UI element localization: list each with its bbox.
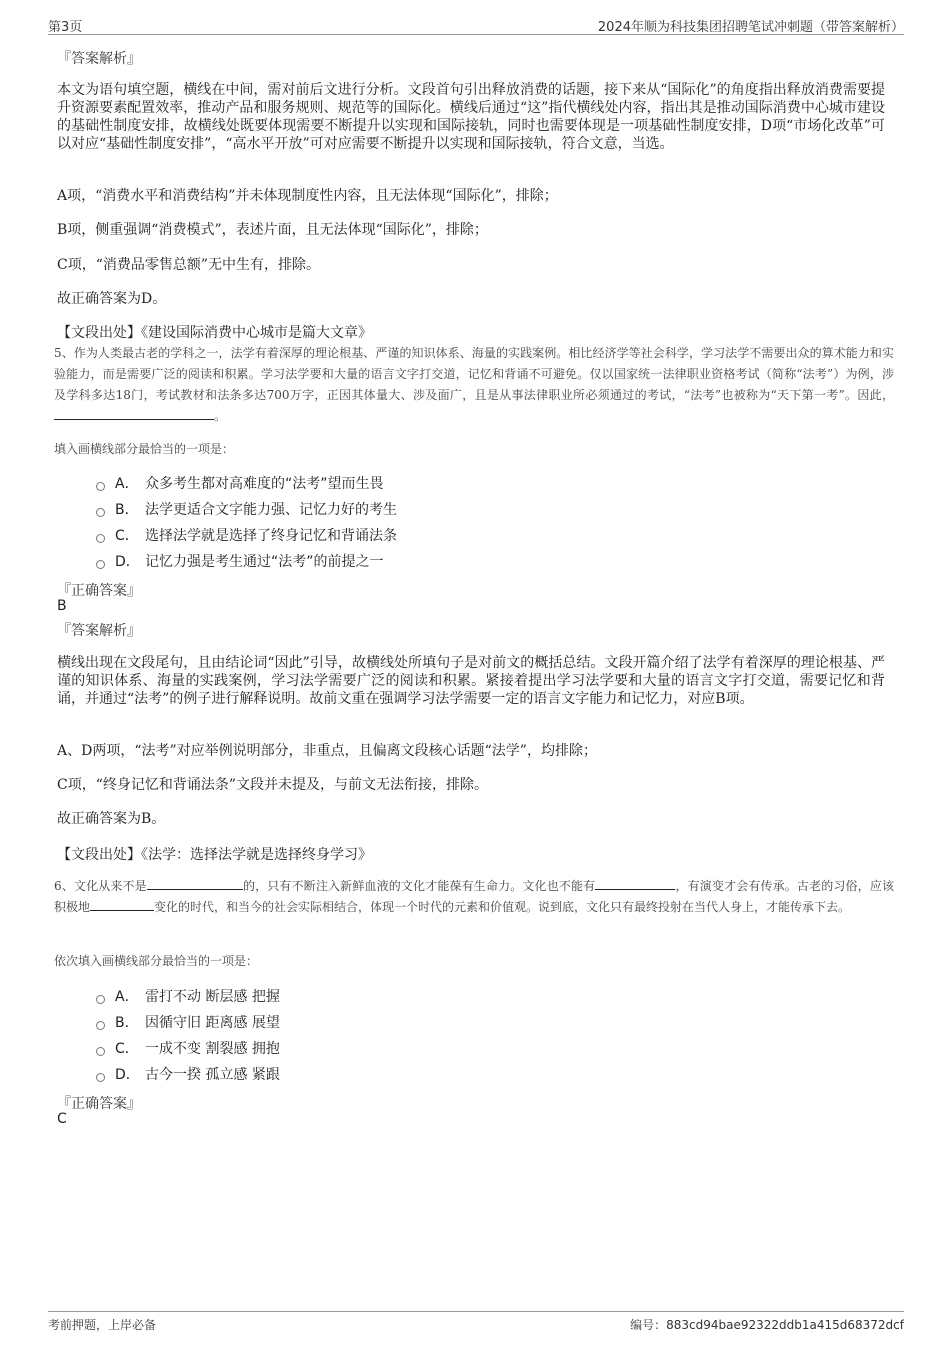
q5-option-a[interactable] bbox=[96, 472, 384, 494]
radio-button-icon[interactable] bbox=[96, 1021, 105, 1030]
document-title: 2024年顺为科技集团招聘笔试冲刺题（带答案解析） bbox=[597, 20, 904, 35]
radio-button-icon[interactable] bbox=[96, 482, 105, 491]
q5-conclusion: 故正确答案为B。 bbox=[57, 811, 166, 827]
q6-prompt: 依次填入画横线部分最恰当的一项是： bbox=[54, 954, 259, 968]
option-text: 法学更适合文字能力强、记忆力好的考生 bbox=[145, 502, 397, 518]
q6-option-b[interactable] bbox=[96, 1011, 280, 1033]
q5-analysis-ad: A、D两项，“法考”对应举例说明部分，非重点，且偏离文段核心话题“法学”，均排除； bbox=[57, 743, 597, 759]
q5-analysis-c: C项，“终身记忆和背诵法条”文段并未提及，与前文无法衔接，排除。 bbox=[57, 777, 489, 793]
q5-stem-text: 5、作为人类最古老的学科之一，法学有着深厚的理论根基、严谨的知识体系、海量的实践案例。相比经济学等社会科学，学习法学不需要出众的算术能力和实验能力，而是需要广泛的阅读和积累。学习法学要和大量的语言文字打交道，记忆和背诵不可避免。仅以国家统一法律职业资格考试（简称“法考”）为例，涉及学科多达18门，考试教材和法条多达700万字，正因其体量大、涉及面广，且是从事法律职业所必须通过的考试，“法考”也被称为“天下第一考”。因此， bbox=[54, 346, 894, 402]
q4-conclusion: 故正确答案为D。 bbox=[57, 291, 167, 307]
q4-analysis-label: 『答案解析』 bbox=[57, 51, 141, 67]
option-letter: D． bbox=[115, 1067, 140, 1083]
option-letter: B． bbox=[115, 502, 139, 518]
option-text: 因循守旧 距离感 展望 bbox=[145, 1015, 280, 1031]
radio-button-icon[interactable] bbox=[96, 534, 105, 543]
page-footer bbox=[48, 1311, 904, 1336]
q6-answer: C bbox=[57, 1111, 67, 1127]
q5-analysis-label: 『答案解析』 bbox=[57, 623, 141, 639]
q6-stem bbox=[54, 876, 894, 918]
option-text: 一成不变 割裂感 拥抱 bbox=[145, 1041, 280, 1057]
q4-analysis-a: A项，“消费水平和消费结构”并未体现制度性内容，且无法体现“国际化”，排除； bbox=[57, 188, 558, 204]
option-text: 雷打不动 断层感 把握 bbox=[145, 989, 280, 1005]
option-letter: A． bbox=[115, 989, 139, 1005]
q6-option-c[interactable] bbox=[96, 1037, 280, 1059]
answer-blank bbox=[90, 898, 154, 911]
q6-stem-part: 的，只有不断注入新鲜血液的文化才能葆有生命力。文化也不能有 bbox=[242, 879, 596, 893]
radio-button-icon[interactable] bbox=[96, 560, 105, 569]
footer-serial: 编号：883cd94bae92322ddb1a415d68372dcf bbox=[630, 1318, 904, 1332]
option-letter: A． bbox=[115, 476, 139, 492]
answer-blank bbox=[54, 407, 214, 420]
option-text: 选择法学就是选择了终身记忆和背诵法条 bbox=[145, 528, 397, 544]
option-letter: D． bbox=[115, 554, 140, 570]
option-text: 众多考生都对高难度的“法考”望而生畏 bbox=[145, 476, 384, 492]
q6-stem-part: 6、文化从来不是 bbox=[54, 879, 147, 893]
q6-stem-part: ，有演变才会有传承。古老的习俗，应该积极地 bbox=[54, 879, 894, 914]
q5-stem bbox=[54, 343, 894, 427]
q6-option-a[interactable] bbox=[96, 985, 280, 1007]
option-text: 古今一揆 孤立感 紧跟 bbox=[145, 1067, 280, 1083]
answer-blank bbox=[147, 877, 243, 890]
radio-button-icon[interactable] bbox=[96, 1047, 105, 1056]
q5-stem-end: 。 bbox=[214, 409, 227, 423]
q6-option-d[interactable] bbox=[96, 1063, 280, 1085]
q5-option-c[interactable] bbox=[96, 524, 397, 546]
q5-answer-label: 『正确答案』 bbox=[57, 583, 141, 599]
q4-analysis-b: B项，侧重强调“消费模式”，表述片面，且无法体现“国际化”，排除； bbox=[57, 222, 488, 238]
option-letter: B． bbox=[115, 1015, 139, 1031]
q5-source: 【文段出处】《法学：选择法学就是选择终身学习》 bbox=[57, 847, 372, 863]
answer-blank bbox=[595, 877, 675, 890]
radio-button-icon[interactable] bbox=[96, 1073, 105, 1082]
option-letter: C． bbox=[115, 1041, 139, 1057]
option-text: 记忆力强是考生通过“法考”的前提之一 bbox=[145, 554, 384, 570]
q5-answer: B bbox=[57, 598, 67, 614]
q4-analysis-text: 本文为语句填空题，横线在中间，需对前后文进行分析。文段首句引出释放消费的话题，接下来从“国际化”的角度指出释放消费需要提升资源要素配置效率，推动产品和服务规则、规范等的国际化。横线后通过“这”指代横线处内容，指出其是推动国际消费中心城市建设的基础性制度安排，故横线处既要体现需要不断提升以实现和国际接轨，同时也需要体现是一项基础性制度安排，D项“市场化改革”可以对应“基础性制度安排”，“高水平开放”可对应需要不断提升以实现和国际接轨，符合文意，当选。 bbox=[57, 82, 885, 152]
option-letter: C． bbox=[115, 528, 139, 544]
q4-source: 【文段出处】《建设国际消费中心城市是篇大文章》 bbox=[57, 325, 372, 341]
footer-slogan: 考前押题，上岸必备 bbox=[48, 1318, 157, 1332]
q5-prompt: 填入画横线部分最恰当的一项是： bbox=[54, 442, 235, 456]
q5-option-d[interactable] bbox=[96, 550, 384, 572]
q5-analysis-text: 横线出现在文段尾句，且由结论词“因此”引导，故横线处所填句子是对前文的概括总结。文段开篇介绍了法学有着深厚的理论根基、严谨的知识体系、海量的实践案例，学习法学需要广泛的阅读和积累。紧接着提出学习法学要和大量的语言文字打交道，需要记忆和背诵，并通过“法考”的例子进行解释说明。故前文重在强调学习法学需要一定的语言文字能力和记忆力，对应B项。 bbox=[57, 655, 885, 707]
page-number: 第3页 bbox=[48, 20, 83, 35]
q5-option-b[interactable] bbox=[96, 498, 397, 520]
radio-button-icon[interactable] bbox=[96, 995, 105, 1004]
page-header bbox=[48, 14, 904, 35]
radio-button-icon[interactable] bbox=[96, 508, 105, 517]
q6-stem-part: 变化的时代，和当今的社会实际相结合，体现一个时代的元素和价值观。说到底，文化只有最终投射在当代人身上，才能传承下去。 bbox=[154, 900, 851, 914]
q6-answer-label: 『正确答案』 bbox=[57, 1096, 141, 1112]
q4-analysis-c: C项，“消费品零售总额”无中生有，排除。 bbox=[57, 257, 321, 273]
